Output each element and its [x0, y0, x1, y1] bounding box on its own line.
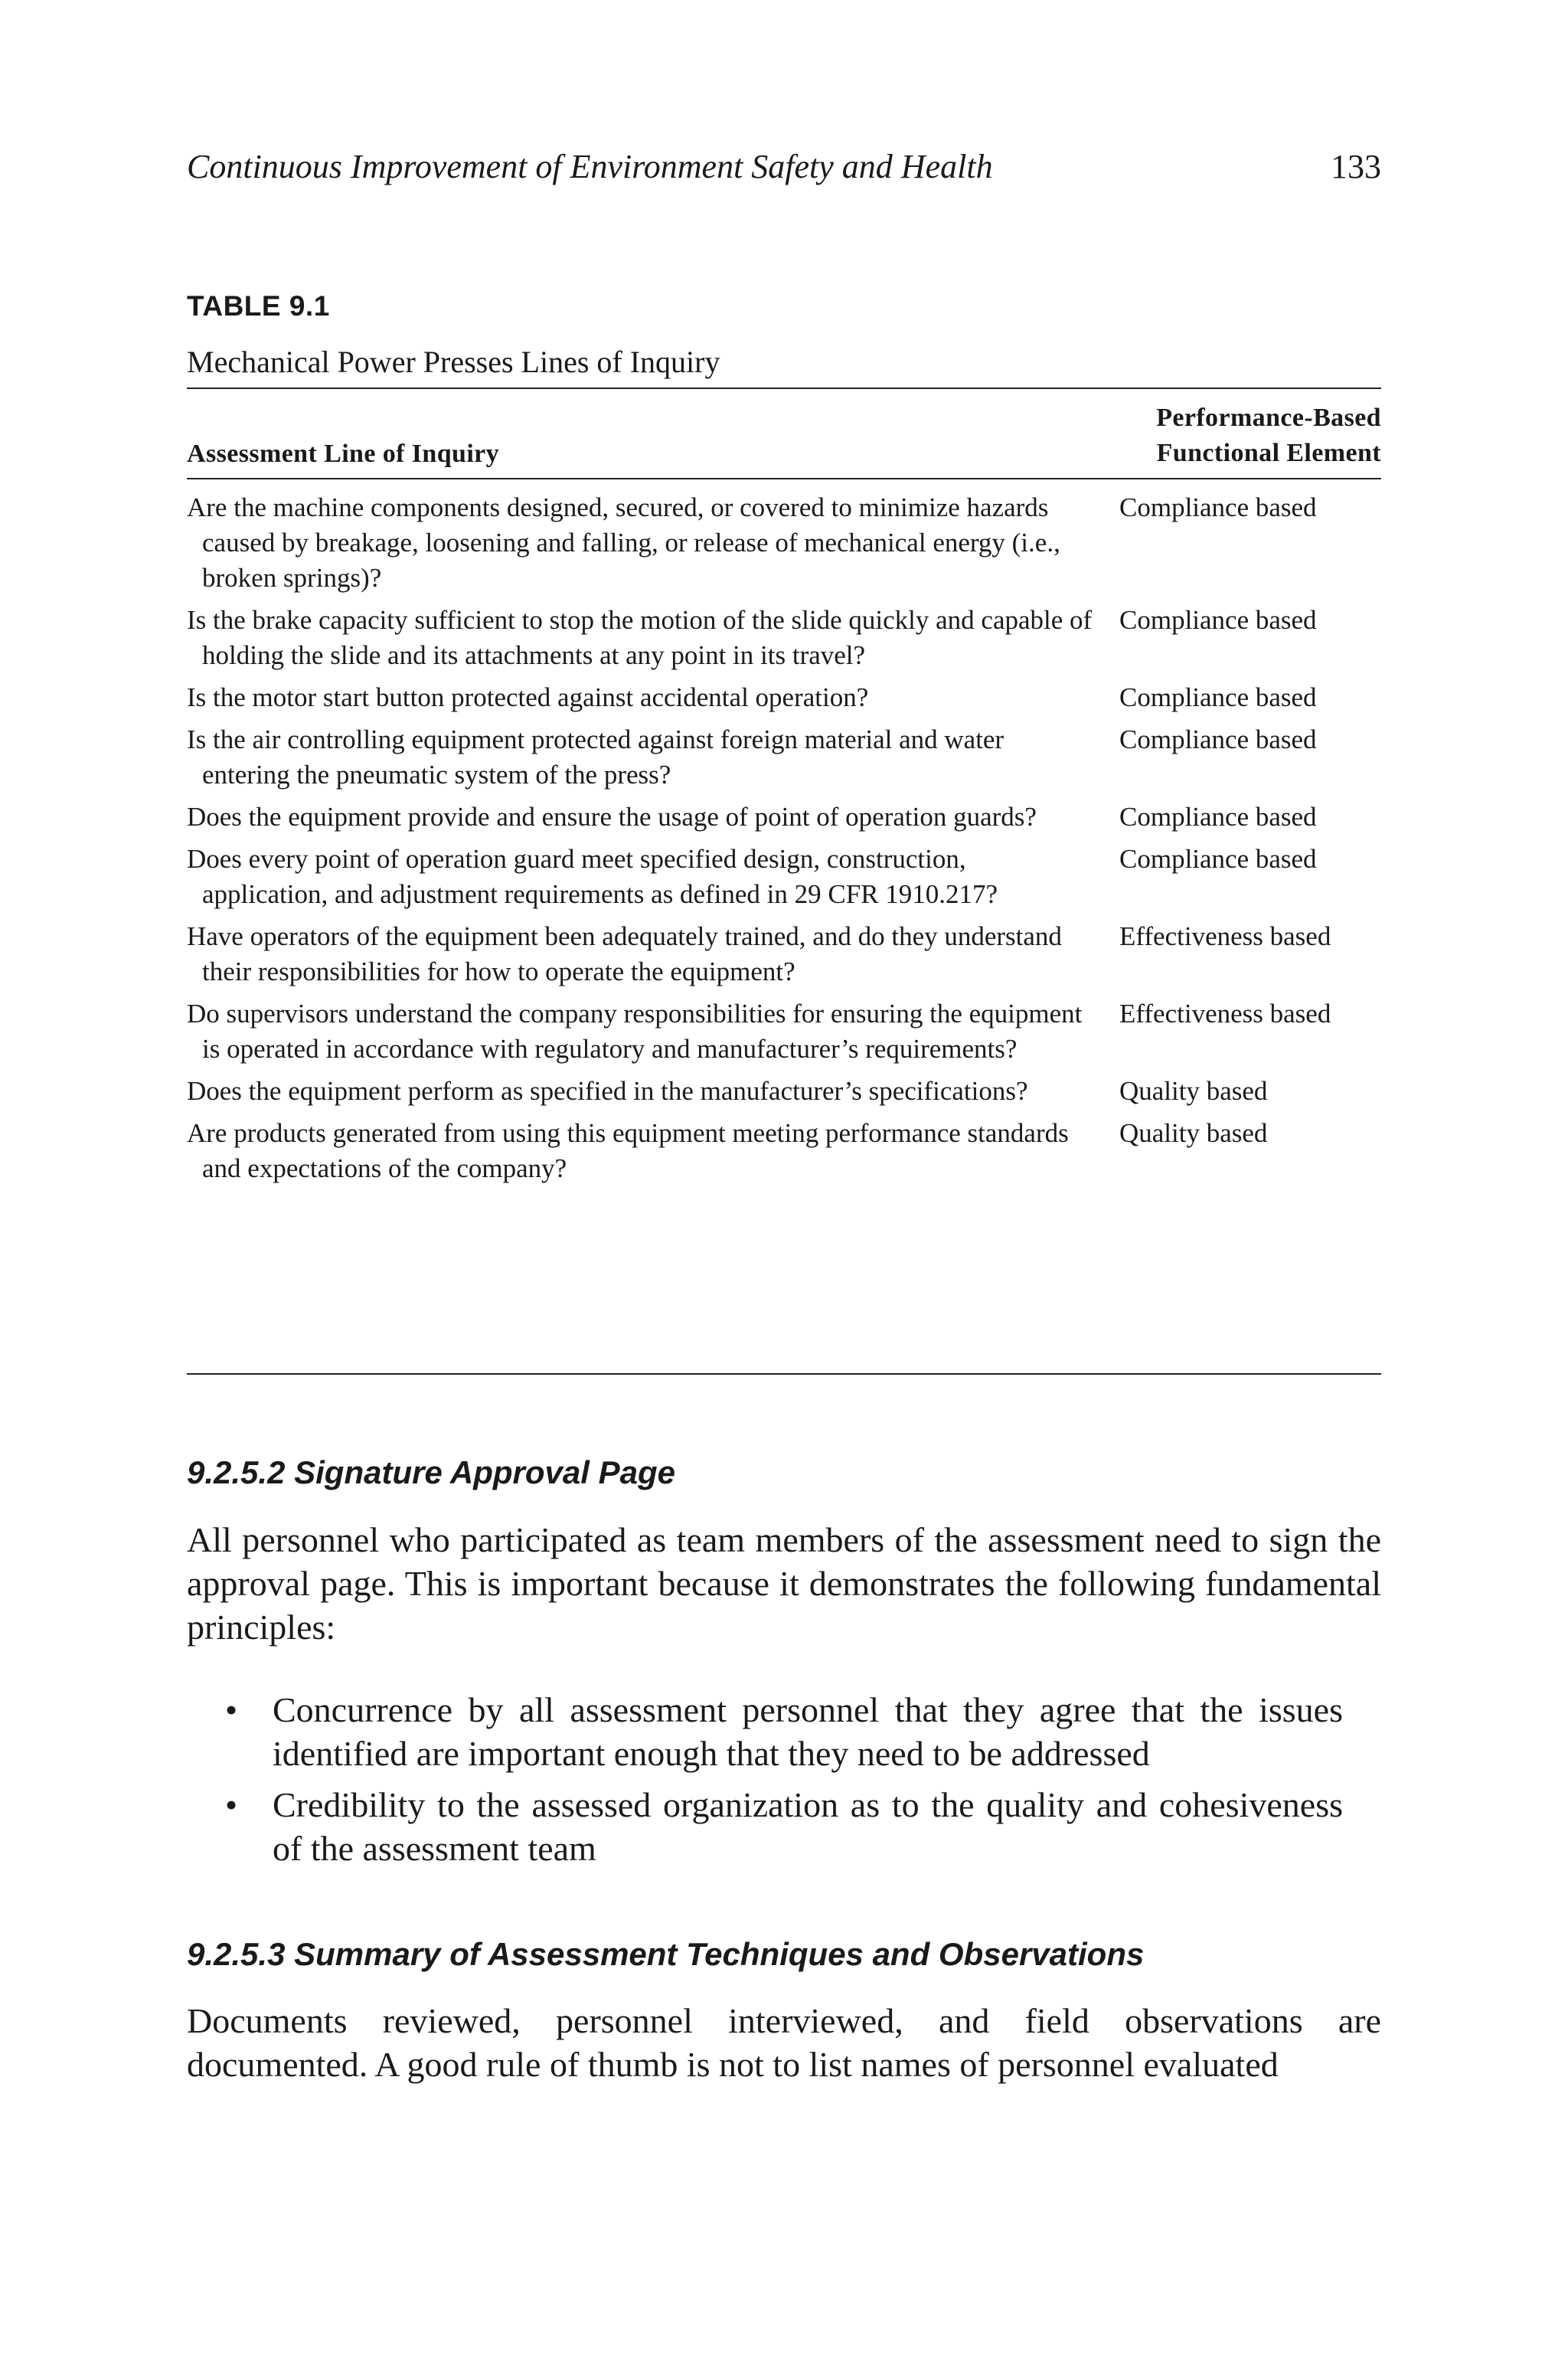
column-header-assessment-line: Assessment Line of Inquiry — [187, 440, 500, 468]
list-item — [225, 1688, 1343, 1775]
list-item-text: Concurrence by all assessment personnel that they agree that the issues identified are important enough that they need to be addressed — [273, 1690, 1343, 1773]
functional-element: Compliance based — [1119, 802, 1317, 832]
table-body — [187, 490, 1381, 1193]
table-row — [187, 842, 1381, 912]
inquiry-question: Have operators of the equipment been adequately trained, and do they understand their responsibilities for how to operate the equipment? — [187, 921, 1062, 986]
table-row — [187, 722, 1381, 793]
inquiry-question: Is the motor start button protected against accidental operation? — [187, 682, 869, 712]
table-row — [187, 800, 1381, 835]
inquiry-question: Does the equipment perform as specified in the manufacturer’s specifications? — [187, 1076, 1028, 1106]
inquiry-question: Do supervisors understand the company responsibilities for ensuring the equipment is operated in accordance with regulatory and manufacturer’s requirements? — [187, 999, 1083, 1064]
functional-element: Effectiveness based — [1119, 999, 1331, 1029]
bullet-icon: • — [225, 1690, 238, 1729]
functional-element: Quality based — [1119, 1076, 1268, 1106]
functional-element: Compliance based — [1119, 492, 1317, 522]
table-row — [187, 1116, 1381, 1186]
section-heading-summary-techniques: 9.2.5.3 Summary of Assessment Techniques and Observations — [187, 1936, 1145, 1972]
functional-element: Compliance based — [1119, 844, 1317, 874]
table-header-rule — [187, 478, 1381, 479]
table-row — [187, 919, 1381, 989]
table-label: TABLE 9.1 — [187, 290, 330, 322]
functional-element: Quality based — [1119, 1118, 1268, 1148]
table-caption: Mechanical Power Presses Lines of Inquiry — [187, 345, 720, 379]
functional-element: Compliance based — [1119, 724, 1317, 754]
running-head-title: Continuous Improvement of Environment Safety and Health — [187, 148, 993, 185]
table-bottom-rule — [187, 1373, 1381, 1375]
inquiry-question: Is the brake capacity sufficient to stop the motion of the slide quickly and capable of holding the slide and its attachments at any point in its travel? — [187, 605, 1093, 670]
list-item — [225, 1783, 1343, 1870]
table-row — [187, 996, 1381, 1067]
column-header-functional-element-line2: Functional Element — [1156, 439, 1381, 467]
running-head — [187, 144, 1381, 190]
section-paragraph: All personnel who participated as team members of the assessment need to sign the approval page. This is important because it demonstrates the following fundamental principles: — [187, 1520, 1381, 1647]
column-header-functional-element — [1156, 401, 1381, 471]
table-row — [187, 680, 1381, 715]
inquiry-question: Are products generated from using this equipment meeting performance standards and expectations of the company? — [187, 1118, 1069, 1183]
functional-element: Effectiveness based — [1119, 921, 1331, 951]
table-row — [187, 1074, 1381, 1109]
inquiry-question: Are the machine components designed, secured, or covered to minimize hazards caused by breakage, loosening and falling, or release of mechanical energy (i.e., broken springs)? — [187, 492, 1060, 593]
page-number: 133 — [1331, 148, 1381, 185]
bullet-list — [225, 1688, 1343, 1878]
section-paragraph: Documents reviewed, personnel interviewed, and field observations are documented. A good rule of thumb is not to list names of personnel evaluated — [187, 2001, 1381, 2084]
table-top-rule — [187, 388, 1381, 389]
inquiry-question: Is the air controlling equipment protected against foreign material and water entering the pneumatic system of the press? — [187, 724, 1004, 790]
column-header-functional-element-line1: Performance-Based — [1156, 404, 1381, 432]
inquiry-question: Does every point of operation guard meet specified design, construction, application, and adjustment requirements as defined in 29 CFR 1910.217? — [187, 844, 998, 909]
table-row — [187, 603, 1381, 673]
functional-element: Compliance based — [1119, 605, 1317, 635]
table-row — [187, 490, 1381, 596]
inquiry-question: Does the equipment provide and ensure the usage of point of operation guards? — [187, 802, 1037, 832]
section-heading-signature-approval: 9.2.5.2 Signature Approval Page — [187, 1454, 675, 1490]
functional-element: Compliance based — [1119, 682, 1317, 712]
list-item-text: Credibility to the assessed organization as to the quality and cohesiveness of the assessment team — [273, 1785, 1343, 1868]
bullet-icon: • — [225, 1785, 238, 1824]
